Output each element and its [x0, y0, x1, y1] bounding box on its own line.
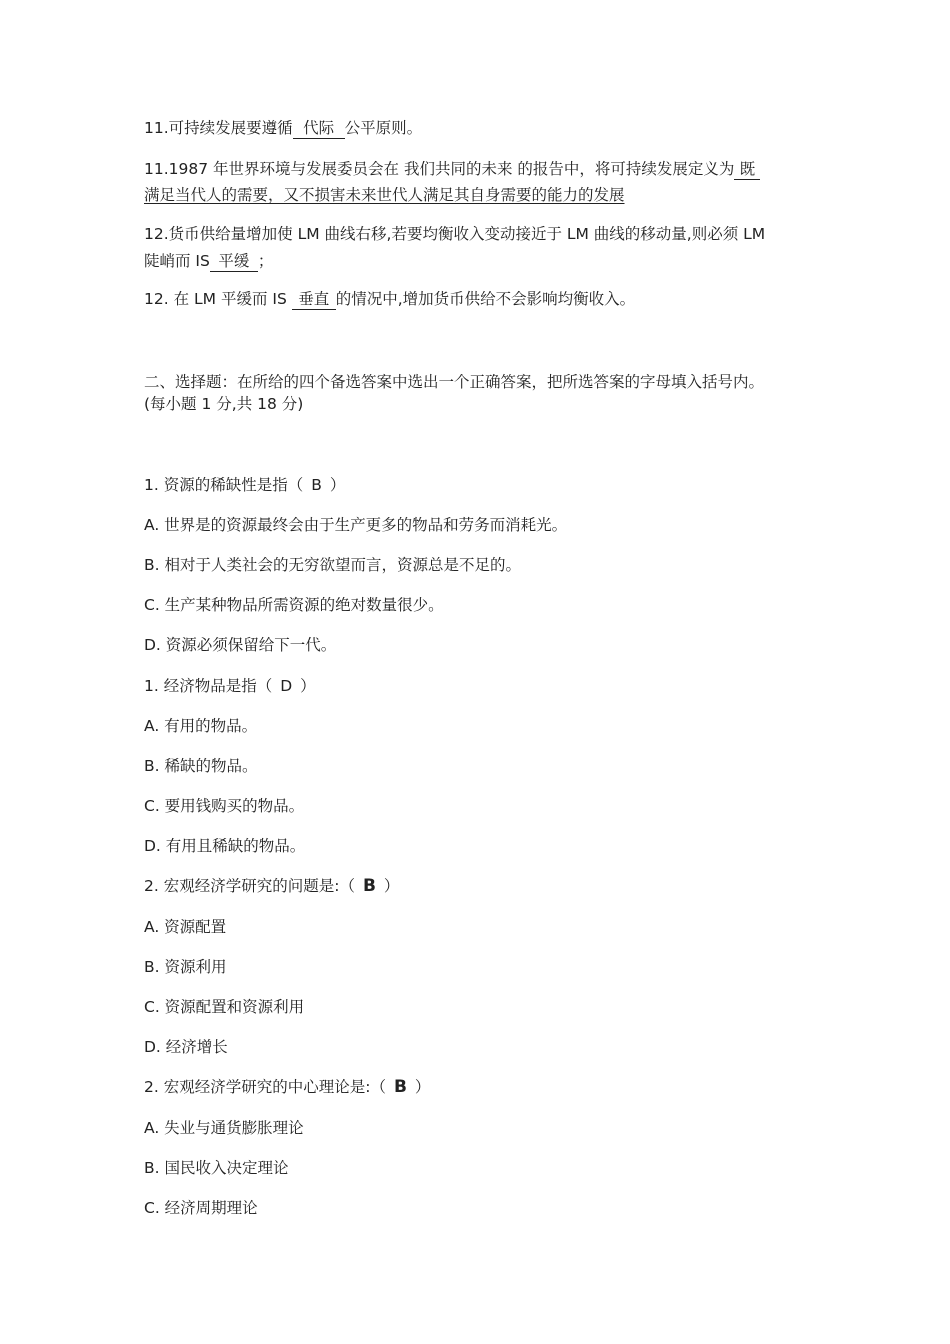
- question-option: [144, 1156, 289, 1178]
- question-answer: B: [311, 476, 322, 494]
- question-stem-text: 1. 资源的稀缺性是指（: [144, 476, 304, 494]
- question-option: [144, 1116, 304, 1138]
- q12b-suffix: 的情况中,增加货币供给不会影响均衡收入。: [335, 290, 636, 308]
- question-option: [144, 553, 521, 575]
- question-option: [144, 794, 304, 816]
- q12a-suffix: ；: [257, 252, 274, 270]
- q11b-prefix: 11.1987 年世界环境与发展委员会在 我们共同的未来 的报告中，将可持续发展定义为: [144, 160, 735, 178]
- question-stem: [144, 473, 345, 495]
- section2-heading-line1: [144, 370, 764, 392]
- question-answer: B: [362, 876, 376, 896]
- q11a-answer: 代际: [293, 116, 345, 139]
- option-text: D. 经济增长: [144, 1038, 228, 1056]
- q12b-prefix: 12. 在 LM 平缓而 IS: [144, 290, 287, 308]
- question-option: [144, 955, 227, 977]
- option-text: C. 经济周期理论: [144, 1199, 258, 1217]
- question-close: ）: [414, 1078, 431, 1096]
- section2-heading: 二、选择题：在所给的四个备选答案中选出一个正确答案，把所选答案的字母填入括号内。: [144, 373, 765, 391]
- fill-in-q11b-line1: [144, 157, 760, 180]
- fill-in-q12a-line2: [144, 249, 273, 272]
- q11b-answer-part1: 既: [734, 157, 760, 180]
- question-option: [144, 915, 226, 937]
- question-answer: D: [280, 677, 293, 695]
- option-text: B. 资源利用: [144, 958, 227, 976]
- q11a-suffix: 公平原则。: [344, 119, 423, 137]
- question-option: [144, 513, 567, 535]
- question-stem: [144, 874, 399, 896]
- question-option: [144, 1196, 258, 1218]
- q12a-line1: 12.货币供给量增加使 LM 曲线右移,若要均衡收入变动接近于 LM 曲线的移动量,则必须 LM: [144, 225, 766, 243]
- option-text: B. 相对于人类社会的无穷欲望而言，资源总是不足的。: [144, 556, 521, 574]
- question-close: ）: [329, 476, 346, 494]
- question-option: [144, 834, 305, 856]
- option-text: B. 稀缺的物品。: [144, 757, 258, 775]
- q11b-answer-part2: 满足当代人的需要，又不损害未来世代人满足其自身需要的能力的发展: [144, 186, 625, 204]
- question-option: [144, 1035, 228, 1057]
- option-text: D. 资源必须保留给下一代。: [144, 636, 337, 654]
- option-text: A. 有用的物品。: [144, 717, 258, 735]
- question-option: [144, 633, 336, 655]
- option-text: A. 世界是的资源最终会由于生产更多的物品和劳务而消耗光。: [144, 516, 568, 534]
- option-text: C. 生产某种物品所需资源的绝对数量很少。: [144, 596, 444, 614]
- question-option: [144, 995, 304, 1017]
- question-stem-text: 2. 宏观经济学研究的问题是:（: [144, 877, 355, 895]
- section2-scoring: (每小题 1 分,共 18 分): [144, 395, 304, 413]
- q12a-answer: 平缓: [210, 249, 258, 272]
- question-close: ）: [300, 677, 316, 695]
- q12b-answer: 垂直: [292, 287, 336, 310]
- question-stem-text: 1. 经济物品是指（: [144, 677, 273, 695]
- question-option: [144, 593, 444, 615]
- fill-in-q12a-line1: [144, 222, 765, 244]
- option-text: B. 国民收入决定理论: [144, 1159, 289, 1177]
- q12a-line2-prefix: 陡峭而 IS: [144, 252, 210, 270]
- option-text: C. 要用钱购买的物品。: [144, 797, 305, 815]
- q11a-prefix: 11.可持续发展要遵循: [144, 119, 293, 137]
- question-stem-text: 2. 宏观经济学研究的中心理论是:（: [144, 1078, 386, 1096]
- question-close: ）: [383, 877, 400, 895]
- option-text: D. 有用且稀缺的物品。: [144, 837, 306, 855]
- question-option: [144, 714, 257, 736]
- section2-heading-line2: [144, 392, 303, 414]
- question-stem: [144, 1075, 430, 1097]
- fill-in-q11b-line2: [144, 183, 625, 205]
- question-stem: [144, 674, 316, 696]
- fill-in-q11a: [144, 116, 422, 139]
- option-text: C. 资源配置和资源利用: [144, 998, 305, 1016]
- option-text: A. 资源配置: [144, 918, 227, 936]
- question-option: [144, 754, 258, 776]
- question-answer: B: [393, 1077, 407, 1097]
- option-text: A. 失业与通货膨胀理论: [144, 1119, 304, 1137]
- fill-in-q12b: [144, 287, 635, 310]
